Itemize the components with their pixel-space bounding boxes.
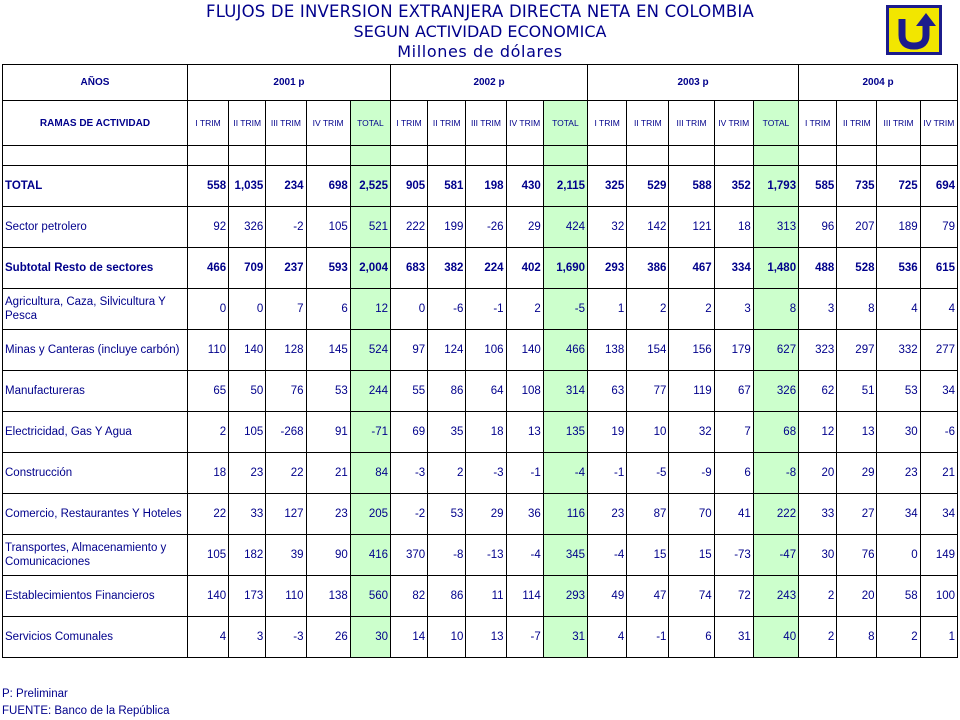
value-cell: -6 [920,412,957,453]
year-2003-header: 2003 p [588,65,799,101]
value-cell: 323 [799,330,837,371]
value-cell: -9 [669,453,714,494]
value-cell: 2,115 [543,166,587,207]
footnote-preliminary: P: Preliminar [2,688,68,700]
value-cell: 536 [877,248,920,289]
table-row [3,617,958,658]
value-cell: 13 [466,617,506,658]
value-cell: 15 [669,535,714,576]
value-cell: 55 [391,371,428,412]
value-cell: 466 [543,330,587,371]
quarter-header-cell: I TRIM [187,101,228,146]
value-cell: -4 [543,453,587,494]
value-cell: 76 [837,535,877,576]
value-cell: 135 [543,412,587,453]
row-label: Transportes, Almacenamiento y Comunicaciones [3,535,188,576]
row-label: Minas y Canteras (incluye carbón) [3,330,188,371]
value-cell: 488 [799,248,837,289]
table-row [3,330,958,371]
value-cell: 19 [588,412,627,453]
value-cell: 29 [506,207,543,248]
table-row [3,453,958,494]
value-cell: -6 [428,289,466,330]
value-cell: 243 [753,576,798,617]
value-cell: 64 [466,371,506,412]
value-cell: 382 [428,248,466,289]
value-cell: 205 [350,494,390,535]
value-cell: 116 [543,494,587,535]
value-cell: 277 [920,330,957,371]
value-cell: 683 [391,248,428,289]
value-cell: 31 [543,617,587,658]
value-cell: 222 [753,494,798,535]
value-cell: 39 [266,535,306,576]
value-cell: 424 [543,207,587,248]
value-cell: 58 [877,576,920,617]
value-cell: 40 [753,617,798,658]
value-cell: 709 [229,248,266,289]
value-cell: 84 [350,453,390,494]
value-cell: 345 [543,535,587,576]
value-cell: 2 [627,289,669,330]
value-cell: 694 [920,166,957,207]
value-cell: 86 [428,576,466,617]
value-cell: 20 [837,576,877,617]
quarter-header-cell: IV TRIM [714,101,753,146]
value-cell: 91 [306,412,350,453]
years-header-row [3,65,958,101]
value-cell: -3 [266,617,306,658]
value-cell: -1 [588,453,627,494]
value-cell: 8 [837,289,877,330]
value-cell: 96 [799,207,837,248]
report-header [0,0,960,62]
value-cell: 467 [669,248,714,289]
value-cell: 105 [187,535,228,576]
value-cell: 15 [627,535,669,576]
value-cell: 53 [428,494,466,535]
value-cell: 154 [627,330,669,371]
value-cell: 69 [391,412,428,453]
value-cell: 521 [350,207,390,248]
value-cell: 314 [543,371,587,412]
value-cell: 588 [669,166,714,207]
year-2002-header: 2002 p [391,65,588,101]
row-label: Establecimientos Financieros [3,576,188,617]
value-cell: 905 [391,166,428,207]
value-cell: 334 [714,248,753,289]
value-cell: 237 [266,248,306,289]
row-label: Servicios Comunales [3,617,188,658]
quarter-header-cell: TOTAL [753,101,798,146]
value-cell: 119 [669,371,714,412]
value-cell: 326 [229,207,266,248]
value-cell: 698 [306,166,350,207]
value-cell: 2 [799,576,837,617]
value-cell: 110 [266,576,306,617]
value-cell: 30 [350,617,390,658]
value-cell: 90 [306,535,350,576]
value-cell: 110 [187,330,228,371]
value-cell: -26 [466,207,506,248]
quarter-header-cell: I TRIM [799,101,837,146]
value-cell: 4 [920,289,957,330]
value-cell: 2 [506,289,543,330]
spacer-cell [3,146,188,166]
row-label: Sector petrolero [3,207,188,248]
value-cell: 138 [588,330,627,371]
quarter-header-cell: IV TRIM [920,101,957,146]
value-cell: 121 [669,207,714,248]
value-cell: 2 [187,412,228,453]
value-cell: 179 [714,330,753,371]
value-cell: 627 [753,330,798,371]
value-cell: 23 [588,494,627,535]
value-cell: 10 [428,617,466,658]
value-cell: 326 [753,371,798,412]
value-cell: 53 [306,371,350,412]
value-cell: 31 [714,617,753,658]
quarter-header-row [3,101,958,146]
footnote-source: FUENTE: Banco de la República [2,705,170,717]
quarter-header-cell: II TRIM [229,101,266,146]
value-cell: 26 [306,617,350,658]
value-cell: -2 [266,207,306,248]
value-cell: 2 [799,617,837,658]
value-cell: 34 [920,371,957,412]
value-cell: -1 [506,453,543,494]
quarter-header-cell: I TRIM [588,101,627,146]
value-cell: 293 [588,248,627,289]
value-cell: 149 [920,535,957,576]
value-cell: 41 [714,494,753,535]
value-cell: 234 [266,166,306,207]
value-cell: 49 [588,576,627,617]
row-label: Manufactureras [3,371,188,412]
row-label: Construcción [3,453,188,494]
value-cell: 0 [877,535,920,576]
value-cell: 105 [229,412,266,453]
value-cell: 0 [187,289,228,330]
quarter-header-cell: I TRIM [391,101,428,146]
value-cell: 1 [588,289,627,330]
value-cell: 47 [627,576,669,617]
spacer-row [3,146,958,166]
year-2001-header: 2001 p [187,65,390,101]
value-cell: 82 [391,576,428,617]
value-cell: 140 [229,330,266,371]
quarter-header-cell: IV TRIM [306,101,350,146]
value-cell: -4 [588,535,627,576]
value-cell: 386 [627,248,669,289]
value-cell: 86 [428,371,466,412]
value-cell: 100 [920,576,957,617]
value-cell: -13 [466,535,506,576]
value-cell: 4 [877,289,920,330]
quarter-header-cell: III TRIM [466,101,506,146]
quarter-header-cell: TOTAL [543,101,587,146]
value-cell: 8 [837,617,877,658]
table-row [3,576,958,617]
value-cell: 297 [837,330,877,371]
value-cell: -71 [350,412,390,453]
value-cell: 8 [753,289,798,330]
quarter-header-cell: III TRIM [266,101,306,146]
value-cell: 370 [391,535,428,576]
branch-label: RAMAS DE ACTIVIDAD [3,101,188,146]
quarter-header-cell: II TRIM [627,101,669,146]
value-cell: 20 [799,453,837,494]
value-cell: 402 [506,248,543,289]
value-cell: 140 [187,576,228,617]
value-cell: 1,480 [753,248,798,289]
value-cell: 142 [627,207,669,248]
value-cell: 87 [627,494,669,535]
table-row [3,412,958,453]
value-cell: 2,525 [350,166,390,207]
value-cell: 21 [306,453,350,494]
value-cell: 12 [799,412,837,453]
value-cell: 0 [391,289,428,330]
value-cell: 14 [391,617,428,658]
value-cell: -1 [466,289,506,330]
value-cell: 106 [466,330,506,371]
value-cell: 108 [506,371,543,412]
title-line-3: Millones de dólares [397,42,563,61]
table-row [3,371,958,412]
value-cell: 23 [877,453,920,494]
value-cell: 21 [920,453,957,494]
value-cell: 124 [428,330,466,371]
return-logo-button[interactable] [886,5,942,55]
value-cell: -4 [506,535,543,576]
value-cell: 34 [920,494,957,535]
value-cell: 593 [306,248,350,289]
value-cell: -8 [753,453,798,494]
value-cell: 325 [588,166,627,207]
value-cell: 127 [266,494,306,535]
value-cell: 244 [350,371,390,412]
value-cell: 13 [506,412,543,453]
value-cell: -2 [391,494,428,535]
value-cell: 735 [837,166,877,207]
value-cell: 222 [391,207,428,248]
value-cell: 3 [229,617,266,658]
value-cell: -5 [543,289,587,330]
value-cell: 27 [837,494,877,535]
value-cell: 65 [187,371,228,412]
value-cell: 50 [229,371,266,412]
row-label: TOTAL [3,166,188,207]
value-cell: 4 [588,617,627,658]
value-cell: -3 [391,453,428,494]
value-cell: 11 [466,576,506,617]
value-cell: 62 [799,371,837,412]
value-cell: 72 [714,576,753,617]
value-cell: 23 [229,453,266,494]
table-row [3,289,958,330]
value-cell: 6 [714,453,753,494]
value-cell: 466 [187,248,228,289]
value-cell: 156 [669,330,714,371]
value-cell: 105 [306,207,350,248]
value-cell: 1,035 [229,166,266,207]
value-cell: 1 [920,617,957,658]
row-label: Electricidad, Gas Y Agua [3,412,188,453]
value-cell: 6 [669,617,714,658]
row-label: Comercio, Restaurantes Y Hoteles [3,494,188,535]
value-cell: 1,793 [753,166,798,207]
value-cell: 529 [627,166,669,207]
value-cell: 524 [350,330,390,371]
value-cell: 3 [799,289,837,330]
quarter-header-cell: III TRIM [669,101,714,146]
value-cell: 416 [350,535,390,576]
value-cell: 352 [714,166,753,207]
value-cell: -73 [714,535,753,576]
value-cell: 7 [266,289,306,330]
value-cell: 1,690 [543,248,587,289]
value-cell: 293 [543,576,587,617]
value-cell: 332 [877,330,920,371]
value-cell: 0 [229,289,266,330]
value-cell: -1 [627,617,669,658]
value-cell: 63 [588,371,627,412]
value-cell: 36 [506,494,543,535]
year-2004-header: 2004 p [799,65,958,101]
value-cell: 51 [837,371,877,412]
value-cell: 13 [837,412,877,453]
value-cell: 528 [837,248,877,289]
quarter-header-cell: II TRIM [428,101,466,146]
years-label: AÑOS [3,65,188,101]
value-cell: 615 [920,248,957,289]
value-cell: 725 [877,166,920,207]
value-cell: 92 [187,207,228,248]
value-cell: 114 [506,576,543,617]
table-row [3,248,958,289]
table-row [3,535,958,576]
value-cell: -3 [466,453,506,494]
quarter-header-cell: TOTAL [350,101,390,146]
value-cell: 4 [187,617,228,658]
value-cell: 53 [877,371,920,412]
value-cell: 430 [506,166,543,207]
value-cell: 10 [627,412,669,453]
table-row [3,494,958,535]
value-cell: 18 [187,453,228,494]
value-cell: 29 [466,494,506,535]
value-cell: 32 [669,412,714,453]
value-cell: 145 [306,330,350,371]
value-cell: 22 [266,453,306,494]
value-cell: 22 [187,494,228,535]
quarter-header-cell: II TRIM [837,101,877,146]
value-cell: 2 [428,453,466,494]
value-cell: 560 [350,576,390,617]
table-row [3,207,958,248]
value-cell: 558 [187,166,228,207]
value-cell: 3 [714,289,753,330]
value-cell: 224 [466,248,506,289]
row-label: Subtotal Resto de sectores [3,248,188,289]
u-turn-arrow-icon [889,8,939,52]
value-cell: 32 [588,207,627,248]
value-cell: 34 [877,494,920,535]
table-row [3,166,958,207]
value-cell: 189 [877,207,920,248]
quarter-header-cell: IV TRIM [506,101,543,146]
value-cell: 173 [229,576,266,617]
value-cell: 128 [266,330,306,371]
value-cell: 581 [428,166,466,207]
value-cell: 182 [229,535,266,576]
value-cell: -7 [506,617,543,658]
value-cell: 2 [877,617,920,658]
value-cell: 7 [714,412,753,453]
value-cell: 2 [669,289,714,330]
value-cell: 30 [877,412,920,453]
value-cell: 18 [466,412,506,453]
value-cell: 79 [920,207,957,248]
row-label: Agricultura, Caza, Silvicultura Y Pesca [3,289,188,330]
value-cell: -5 [627,453,669,494]
value-cell: 33 [799,494,837,535]
value-cell: 12 [350,289,390,330]
value-cell: 29 [837,453,877,494]
value-cell: -268 [266,412,306,453]
value-cell: 68 [753,412,798,453]
value-cell: 97 [391,330,428,371]
value-cell: -47 [753,535,798,576]
value-cell: 35 [428,412,466,453]
value-cell: 30 [799,535,837,576]
value-cell: 199 [428,207,466,248]
value-cell: 77 [627,371,669,412]
value-cell: 18 [714,207,753,248]
value-cell: 313 [753,207,798,248]
value-cell: 198 [466,166,506,207]
value-cell: 207 [837,207,877,248]
value-cell: 23 [306,494,350,535]
value-cell: 33 [229,494,266,535]
value-cell: 70 [669,494,714,535]
value-cell: 138 [306,576,350,617]
value-cell: 140 [506,330,543,371]
value-cell: -8 [428,535,466,576]
title-line-1: FLUJOS DE INVERSION EXTRANJERA DIRECTA NETA EN COLOMBIA [206,2,754,21]
value-cell: 585 [799,166,837,207]
value-cell: 74 [669,576,714,617]
value-cell: 76 [266,371,306,412]
investment-table [2,64,958,658]
value-cell: 67 [714,371,753,412]
title-line-2: SEGUN ACTIVIDAD ECONOMICA [353,22,607,41]
value-cell: 2,004 [350,248,390,289]
value-cell: 6 [306,289,350,330]
quarter-header-cell: III TRIM [877,101,920,146]
